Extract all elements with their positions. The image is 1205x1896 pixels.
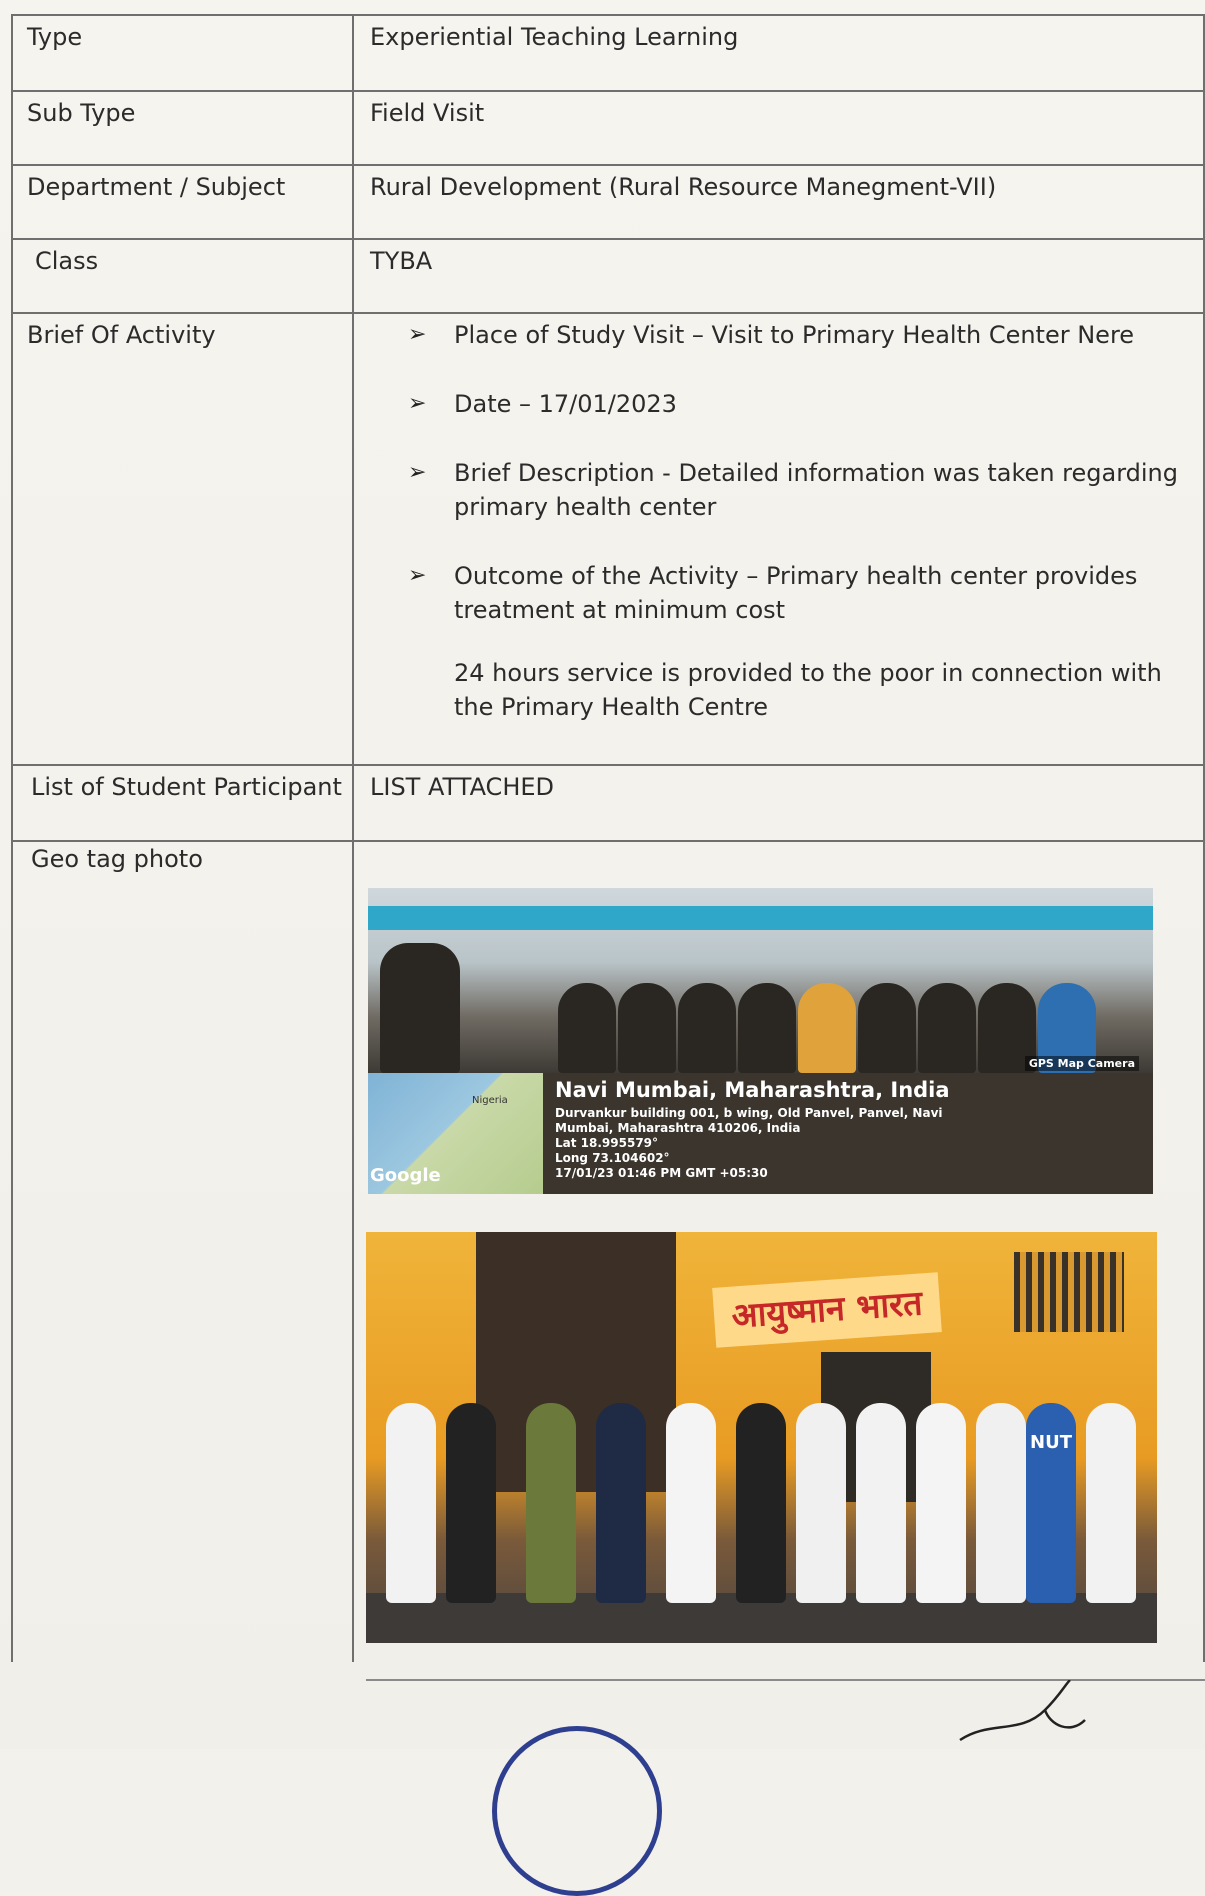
class-label: Class (35, 247, 99, 275)
brief-point: ➢ Brief Description - Detailed information was taken regarding primary health center (454, 456, 1203, 524)
participants-label: List of Student Participant (31, 773, 342, 801)
department-value: Rural Development (Rural Resource Manegment-VII) (370, 173, 997, 201)
geo-info-panel (543, 1073, 1153, 1194)
classroom-scene (368, 888, 1153, 1073)
sub-type-label: Sub Type (27, 99, 136, 127)
participants-value: LIST ATTACHED (370, 773, 555, 801)
geo-city: Navi Mumbai, Maharashtra, India (555, 1078, 950, 1102)
row-type (12, 15, 1204, 91)
row-class (12, 239, 1204, 313)
type-value: Experiential Teaching Learning (370, 23, 739, 51)
brief-label: Brief Of Activity (27, 321, 216, 349)
brief-point: ➢ Place of Study Visit – Visit to Primary Health Center Nere (454, 318, 1203, 352)
geo-address-2: Mumbai, Maharashtra 410206, India (555, 1121, 801, 1135)
brief-extra: 24 hours service is provided to the poor in connection with the Primary Health Centre (454, 659, 1162, 721)
row-department (12, 165, 1204, 239)
row-participants (12, 765, 1204, 841)
arrow-bullet-icon: ➢ (408, 460, 427, 485)
department-label: Department / Subject (27, 173, 286, 201)
row-brief (12, 313, 1204, 765)
geo-label: Geo tag photo (31, 845, 203, 873)
tshirt-text: NUT (1026, 1403, 1076, 1603)
map-thumbnail: Nigeria Google (368, 1073, 543, 1194)
geo-datetime: 17/01/23 01:46 PM GMT +05:30 (555, 1166, 768, 1180)
geo-latitude: Lat 18.995579° (555, 1136, 659, 1150)
type-label: Type (27, 23, 83, 51)
gps-camera-badge: GPS Map Camera (1025, 1056, 1139, 1071)
brief-point: ➢ Outcome of the Activity – Primary health center provides treatment at minimum cost (454, 559, 1203, 627)
geo-longitude: Long 73.104602° (555, 1151, 670, 1165)
signature-icon (950, 1680, 1090, 1749)
row-sub-type (12, 91, 1204, 165)
class-value: TYBA (370, 247, 433, 275)
group-photo (366, 1232, 1157, 1643)
arrow-bullet-icon: ➢ (408, 322, 427, 347)
arrow-bullet-icon: ➢ (408, 391, 427, 416)
college-seal-icon (492, 1726, 662, 1896)
arrow-bullet-icon: ➢ (408, 563, 427, 588)
geo-address-1: Durvankur building 001, b wing, Old Panvel, Panvel, Navi (555, 1106, 943, 1120)
google-logo: Google (370, 1165, 441, 1186)
brief-points (354, 318, 1203, 724)
ayushman-bharat-sign: आयुष्मान भारत (712, 1272, 942, 1348)
sub-type-value: Field Visit (370, 99, 485, 127)
geo-tag-photo (368, 888, 1153, 1194)
brief-point: ➢ Date – 17/01/2023 (454, 387, 1203, 421)
